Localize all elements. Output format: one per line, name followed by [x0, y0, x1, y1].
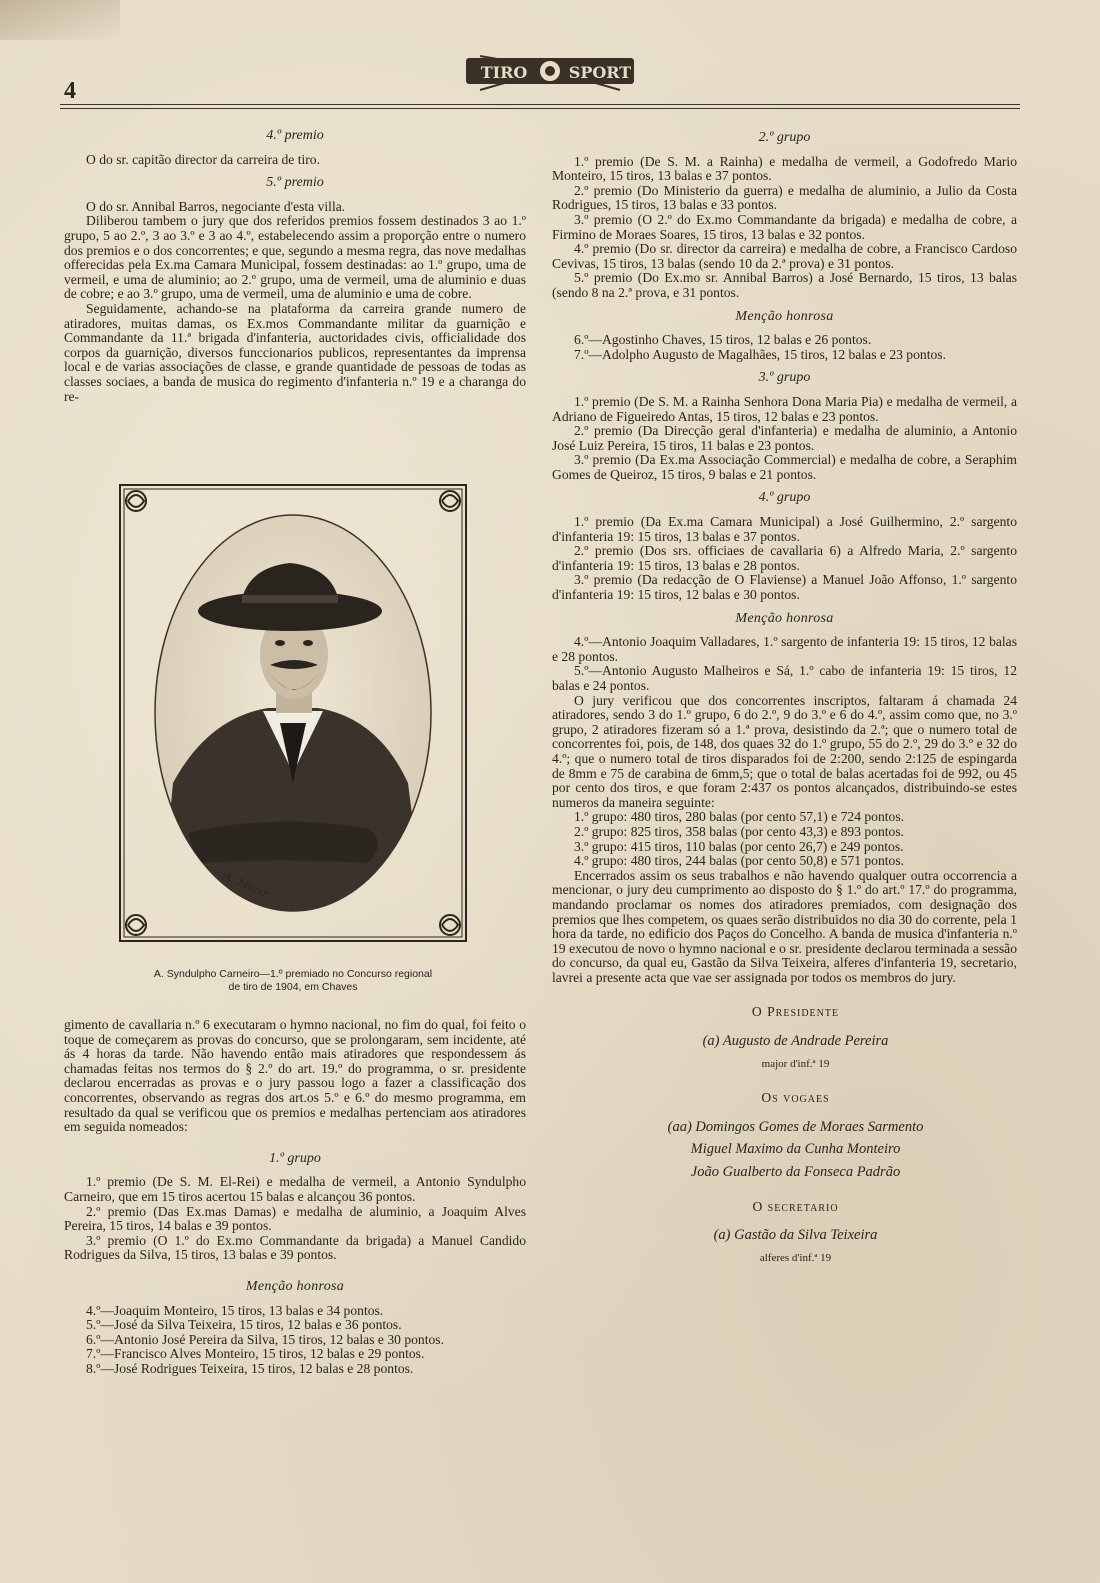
- stats-line: 2.º grupo: 825 tiros, 358 balas (por cento 43,3) e 893 pontos.: [574, 823, 905, 839]
- grupo-2-item: 5.º premio (Do Ex.mo sr. Annibal Barros) a José Bernardo, 15 tiros, 13 balas (sendo 8 na 2.ª prova, e 31 pontos.: [552, 270, 1017, 300]
- vogal-name: Miguel Maximo da Cunha Monteiro: [690, 1141, 901, 1158]
- paragraph-continuation: gimento de cavallaria n.º 6 executaram o hymno nacional, no fim do qual, foi feito o toque de começarem as provas do concurso, que se prolongaram, sem incidente, até ás 4 horas da tarde. Não havendo então mais atiradores que respondessem ás chamadas feitas nos termos do § 2.º do art. 19.º do programma, o sr. presidente declarou encerradas as provas e o jury passou logo a fazer a classificação dos concorrentes, observando as regras dos art.os 5.º e 6.º do mesmo programma, em resultado da qual se verificou que os premios e medalhas pertenciam aos atiradores em seguida nomeados:: [64, 1017, 526, 1135]
- grupo-3-item: 3.º premio (Da Ex.ma Associação Commercial) e medalha de cobre, a Seraphim Gomes de Queiroz, 15 tiros, 9 balas e 21 pontos.: [552, 452, 1017, 482]
- grupo-4-item: 1.º premio (Da Ex.ma Camara Municipal) a José Guilhermino, 2.º sargento d'infanteria 19: 15 tiros, 13 balas e 37 pontos.: [552, 514, 1017, 544]
- paragraph-ceremony: Seguidamente, achando-se na plataforma da carreira grande numero de atiradores, muitas damas, os Ex.mos Commandante militar da guarnição e Commandante da 11.ª brigada d'infanteria, auctoridades civis, officialidade dos corpos da guarnição, diversos funccionarios publicos, representantes da imprensa local e de varias associações de classe, e grande quantidade de pessoas de todas as classes sociaes, a banda de musica do regimento d'infanteria n.º 19 e a charanga do re-: [64, 300, 526, 404]
- grupo-3-item: 2.º premio (Da Direcção geral d'infanteria) e medalha de aluminio, a Antonio José Luiz Pereira, 15 tiros, 11 balas e 23 pontos.: [552, 423, 1017, 453]
- artist-signature: A. Moriz: [221, 868, 271, 901]
- header-rule-lower: [60, 108, 1020, 109]
- mencao-4-item: 4.º—Antonio Joaquim Valladares, 1.º sargento de infanteria 19: 15 tiros, 12 balas e 28 pontos.: [552, 634, 1017, 664]
- heading-mencao-honrosa-2: Menção honrosa: [735, 308, 834, 324]
- page-number: 4: [64, 78, 76, 104]
- grupo-2-item: 4.º premio (Do sr. director da carreira) e medalha de cobre, a Francisco Cardoso Cevivas, 15 tiros, 13 balas (sendo 10 da 2.ª prova) e 31 pontos.: [552, 241, 1017, 271]
- secretario-name: (a) Gastão da Silva Teixeira: [713, 1227, 878, 1244]
- vogal-name: (aa) Domingos Gomes de Moraes Sarmento: [667, 1118, 924, 1135]
- heading-mencao-honrosa-1: Menção honrosa: [245, 1278, 345, 1294]
- heading-premio-5: 5.º premio: [266, 175, 324, 191]
- heading-grupo-4: 4.º grupo: [758, 490, 811, 506]
- grupo-3-item: 1.º premio (De S. M. a Rainha Senhora Dona Maria Pia) e medalha de vermeil, a Adriano de Figueiredo Antas, 15 tiros, 12 balas e 23 pontos.: [552, 393, 1017, 424]
- vogal-name: João Gualberto da Fonseca Padrão: [690, 1164, 901, 1181]
- heading-premio-4: 4.º premio: [266, 128, 324, 143]
- presidente-name: (a) Augusto de Andrade Pereira: [702, 1033, 889, 1050]
- presidente-rank: major d'inf.ª 19: [761, 1057, 830, 1070]
- heading-grupo-3: 3.º grupo: [758, 370, 811, 386]
- header-rule: [60, 104, 1020, 105]
- grupo-2-item: 1.º premio (De S. M. a Rainha) e medalha de vermeil, a Godofredo Mario Monteiro, 15 tiros, 13 balas e 37 pontos.: [552, 153, 1017, 184]
- figure-caption: [118, 968, 468, 994]
- right-column: [552, 122, 1017, 1265]
- grupo-4-item: 3.º premio (Da redacção de O Flaviense) a Manuel João Affonso, 1.º sargento d'infanteria 19: 15 tiros, 12 balas e 30 pontos.: [552, 572, 1017, 603]
- grupo-1-item: 2.º premio (Das Ex.mas Damas) e medalha de aluminio, a Joaquim Alves Pereira, 15 tiros, 14 balas e 39 pontos.: [64, 1203, 526, 1234]
- stats-line: 3.º grupo: 415 tiros, 110 balas (por cento 26,7) e 249 pontos.: [574, 838, 904, 854]
- grupo-2-item: 3.º premio (O 2.º do Ex.mo Commandante da brigada) e medalha de cobre, a Firmino de Moraes Soares, 15 tiros, 13 balas e 32 pontos.: [552, 211, 1017, 242]
- heading-mencao-honrosa-4: Menção honrosa: [735, 610, 834, 626]
- secretario-title: O secretario: [752, 1198, 839, 1214]
- secretario-rank: alferes d'inf.ª 19: [759, 1251, 832, 1264]
- svg-text:SPORT: SPORT: [568, 63, 632, 82]
- heading-grupo-1: 1.º grupo: [269, 1150, 321, 1166]
- mencao-1-item: 4.º—Joaquim Monteiro, 15 tiros, 13 balas e 34 pontos.: [86, 1302, 384, 1318]
- stats-line: 1.º grupo: 480 tiros, 280 balas (por cento 57,1) e 724 pontos.: [574, 809, 905, 825]
- stats-line: 4.º grupo: 480 tiros, 244 balas (por cento 50,8) e 571 pontos.: [574, 853, 905, 869]
- mencao-1-item: 8.º—José Rodrigues Teixeira, 15 tiros, 12 balas e 28 pontos.: [86, 1360, 414, 1376]
- paragraph-premio-5: O do sr. Annibal Barros, negociante d'esta villa.: [86, 198, 346, 214]
- vogaes-title: Os vogaes: [761, 1090, 830, 1106]
- caption-line-2: de tiro de 1904, em Chaves: [228, 981, 358, 993]
- portrait-frame: [118, 483, 468, 943]
- caption-line-1: A. Syndulpho Carneiro—1.º premiado no Concurso regional: [153, 968, 433, 980]
- mencao-1-item: 6.º—Antonio José Pereira da Silva, 15 tiros, 12 balas e 30 pontos.: [86, 1331, 444, 1347]
- paragraph-jury-decision: Diliberou tambem o jury que dos referidos premios fossem destinados 3 ao 1.º grupo, 5 ao 2.º, 3 ao 3.º e 3 ao 4.º, estabelecendo assim a proporção entre o numero dos premios e o dos concorrentes; e que, segundo a mesma regra, das nove medalhas offerecidas pela Ex.ma Camara Municipal, fossem destinadas: ao 1.º grupo, uma de vermeil, e uma de aluminio; ao 2.º grupo, uma de vermeil, uma de aluminio e duas de cobre; e ao 3.º grupo, uma de vermeil, uma de aluminio e uma de cobre.: [64, 213, 526, 302]
- mencao-2-item: 6.º—Agostinho Chaves, 15 tiros, 12 balas e 26 pontos.: [574, 332, 872, 348]
- heading-grupo-2: 2.º grupo: [758, 130, 811, 145]
- svg-text:TIRO: TIRO: [480, 63, 528, 82]
- left-column-bottom: [64, 1018, 526, 1376]
- mencao-1-item: 5.º—José da Silva Teixeira, 15 tiros, 12 balas e 36 pontos.: [86, 1317, 402, 1333]
- mencao-1-item: 7.º—Francisco Alves Monteiro, 15 tiros, 12 balas e 29 pontos.: [86, 1346, 425, 1362]
- paper-stain: [0, 0, 120, 40]
- mencao-2-item: 7.º—Adolpho Augusto de Magalhães, 15 tiros, 12 balas e 23 pontos.: [574, 346, 946, 362]
- grupo-1-item: 1.º premio (De S. M. El-Rei) e medalha de vermeil, a Antonio Syndulpho Carneiro, que em 15 tiros acertou 15 balas e alcançou 36 pontos.: [64, 1174, 526, 1204]
- paragraph-premio-4: O do sr. capitão director da carreira de tiro.: [86, 151, 321, 167]
- mencao-4-item: 5.º—Antonio Augusto Malheiros e Sá, 1.º cabo de infanteria 19: 15 tiros, 12 balas e 24 pontos.: [552, 663, 1017, 693]
- left-column-top: [64, 120, 526, 404]
- masthead-logo: [460, 50, 640, 98]
- presidente-title: O Presidente: [751, 1004, 840, 1020]
- grupo-2-item: 2.º premio (Do Ministerio da guerra) e medalha de aluminio, a Julio da Costa Rodrigues, 15 tiros, 13 balas e 33 pontos.: [552, 182, 1017, 213]
- paragraph-closing: Encerrados assim os seus trabalhos e não havendo qualquer outra occorrencia a mencionar, o jury deu cumprimento ao disposto do § 1.º do art.º 17.º do programma, mandando proclamar os nomes dos atiradores premiados, com designação dos premios que lhes competem, os quaes serão distribuidos no dia 30 do corrente, pela 1 hora da tarde, no edificio dos Paços do Concelho. A banda de musica d'infanteria n.º 19 executou de novo o hymno nacional e o sr. presidente declarou terminada a sessão do concurso, da qual eu, Gastão da Silva Teixeira, alferes d'infanteria 19, secretario, lavrei a presente acta que vae ser assignada por todos os membros do jury.: [552, 867, 1017, 985]
- paragraph-jury-verification: O jury verificou que dos concorrentes inscriptos, faltaram á chamada 24 atiradores, sendo 3 do 1.º grupo, 6 do 2.º, 9 do 3.º e 6 do 4.º, assim como que, no 3.º grupo, 2 atiradores fizeram só a 1.ª prova, desistindo da 2.ª; que o numero total de concorrentes foi, pois, de 148, dos quaes 32 do 1.º grupo, 55 do 2.º, 29 do 3.º e 32 do 4.º; que o numero total de tiros disparados foi de 2:200, sendo 2:125 de espingarda de 8mm e 75 de carabina de 6mm,5; que o total de balas acertadas foi de 992, ou 45 por cento dos tiros, e que foram 2:437 os pontos alcançados, distribuindo-se estes numeros da maneira seguinte:: [552, 692, 1017, 810]
- grupo-1-item: 3.º premio (O 1.º do Ex.mo Commandante da brigada) a Manuel Candido Rodrigues da Silva, 15 tiros, 13 balas e 39 pontos.: [64, 1232, 526, 1263]
- grupo-4-item: 2.º premio (Dos srs. officiaes de cavallaria 6) a Alfredo Maria, 2.º sargento d'infanteria 19: 15 tiros, 13 balas e 28 pontos.: [552, 543, 1017, 573]
